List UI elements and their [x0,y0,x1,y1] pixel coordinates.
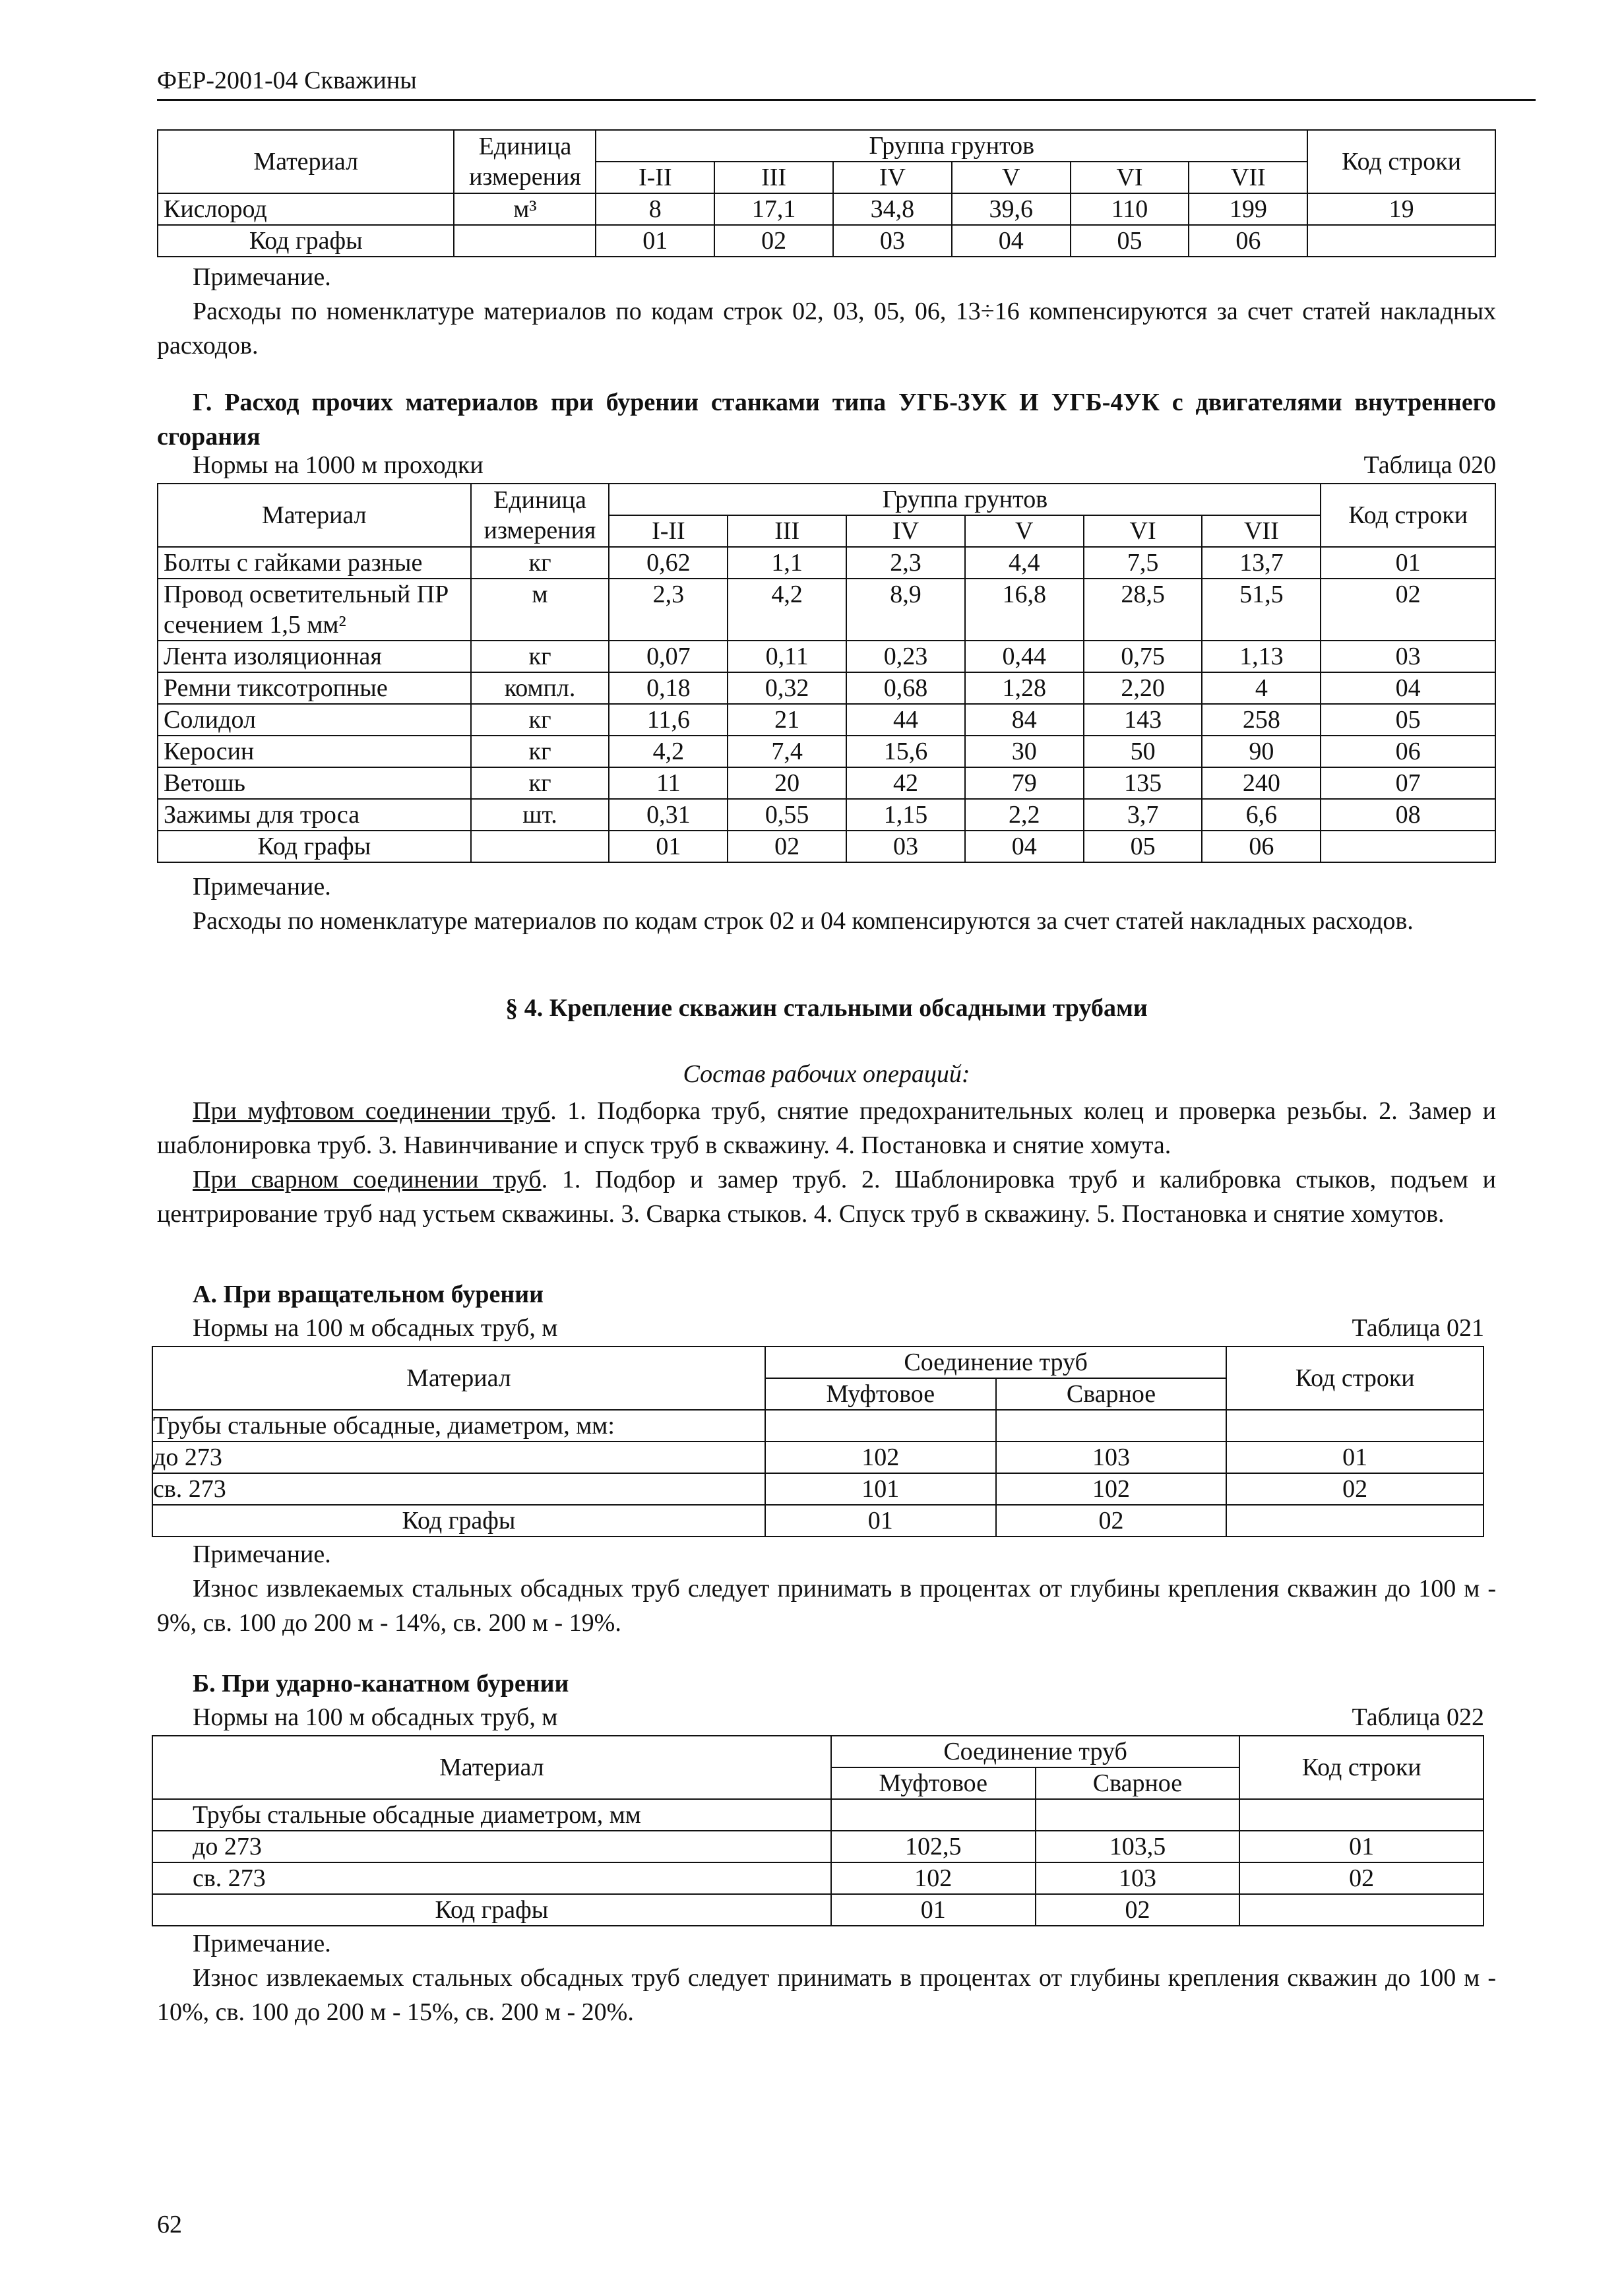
table-row [152,1831,1483,1862]
cell-value: 143 [1084,704,1202,736]
cell-value: 4 [1202,672,1321,704]
norms-caption: Нормы на 100 м обсадных труб, м [193,1703,558,1731]
cell-value: 79 [965,767,1084,799]
cell-value: 17,1 [714,193,833,225]
cell-value: 20 [728,767,846,799]
header-welded: Сварное [996,1378,1227,1410]
header-material: Материал [158,130,454,193]
cell-value: 30 [965,736,1084,767]
cell-material: Ремни тиксотропные [158,672,471,704]
cell-unit: кг [471,641,609,672]
cell-value: 258 [1202,704,1321,736]
cell-value: 28,5 [1084,579,1202,641]
cell-value: 7,5 [1084,547,1202,579]
table-row-column-codes [152,1505,1483,1537]
cell-material: св. 273 [152,1862,831,1894]
operations-title: Состав рабочих операций: [683,1060,970,1088]
section-title: А. При вращательном бурении [193,1281,544,1308]
cell-column-code: 06 [1189,225,1307,257]
table-number: Таблица 020 [1363,451,1496,479]
header-group: VII [1189,162,1307,193]
cell-value: 39,6 [952,193,1071,225]
cell-value: 2,3 [609,579,728,641]
cell-code: 08 [1321,799,1495,831]
cell-value: 1,28 [965,672,1084,704]
cell-value: 110 [1071,193,1189,225]
cell-value: 101 [765,1473,996,1505]
cell-column-code: 01 [765,1505,996,1537]
table-row [152,1862,1483,1894]
cell-material: Болты с гайками разные [158,547,471,579]
table-020 [157,483,1496,863]
cell-column-code: 03 [833,225,952,257]
cell-column-code-label: Код графы [152,1505,765,1537]
header-group: III [728,515,846,547]
table-row [158,641,1495,672]
cell-material: Провод осветительный ПР сечением 1,5 мм² [158,579,471,641]
cell-material: Лента изоляционная [158,641,471,672]
cell-column-code: 03 [846,831,965,862]
cell-value: 1,15 [846,799,965,831]
note-text: Расходы по номенклатуре материалов по кодам строк 02, 03, 05, 06, 13÷16 компенсируются за счет статей накладных расходов. [157,298,1496,360]
header-soil-group: Группа грунтов [596,130,1307,162]
cell-value: 84 [965,704,1084,736]
norms-caption: Нормы на 100 м обсадных труб, м [193,1314,558,1342]
cell-column-code: 05 [1084,831,1202,862]
paragraph-text: . 1. Подбор и замер труб. 2. Шаблонировка труб и калибровка стыков, подъем и центрирование труб над устьем скважины. 3. Сварка стыков. 4. Спуск труб в скважину. 5. Постановка и снятие хомутов. [157,1166,1496,1228]
cell-column-code: 02 [1036,1894,1240,1926]
header-unit: Единица измерения [454,130,596,193]
header-welded: Сварное [1036,1767,1240,1799]
cell-value: 34,8 [833,193,952,225]
header-group: III [714,162,833,193]
header-group: V [965,515,1084,547]
cell-value: 102,5 [831,1831,1036,1862]
cell-unit: кг [471,736,609,767]
cell-value: 240 [1202,767,1321,799]
cell-code: 01 [1321,547,1495,579]
table-row [152,1442,1483,1473]
table-row-column-codes [158,225,1495,257]
cell-column-code-label: Код графы [158,225,454,257]
header-row-code: Код строки [1307,130,1495,193]
cell-column-code: 06 [1202,831,1321,862]
table-row-group [152,1799,1483,1831]
cell-code: 07 [1321,767,1495,799]
cell-value: 0,75 [1084,641,1202,672]
cell-code: 06 [1321,736,1495,767]
note-text: Расходы по номенклатуре материалов по кодам строк 02 и 04 компенсируются за счет статей накладных расходов. [193,907,1414,935]
cell-code: 02 [1226,1473,1483,1505]
cell-material: Керосин [158,736,471,767]
cell-value: 1,13 [1202,641,1321,672]
cell-column-code: 02 [714,225,833,257]
cell-value: 6,6 [1202,799,1321,831]
cell-code: 05 [1321,704,1495,736]
cell-material: Ветошь [158,767,471,799]
header-group: VII [1202,515,1321,547]
paragraph-coupling [157,1094,1496,1162]
cell-unit: м³ [454,193,596,225]
header-material: Материал [158,484,471,547]
cell-value: 102 [831,1862,1036,1894]
header-coupling: Муфтовое [831,1767,1036,1799]
header-material: Материал [152,1736,831,1799]
cell-unit: кг [471,704,609,736]
cell-column-code: 01 [596,225,714,257]
paragraph-welded [157,1162,1496,1231]
cell-value: 1,1 [728,547,846,579]
cell-value: 7,4 [728,736,846,767]
cell-code: 02 [1239,1862,1483,1894]
cell-column-code: 04 [965,831,1084,862]
header-group: IV [846,515,965,547]
cell-value: 15,6 [846,736,965,767]
cell-value: 199 [1189,193,1307,225]
cell-value: 0,32 [728,672,846,704]
cell-material: до 273 [152,1831,831,1862]
table-022 [152,1735,1484,1926]
cell-value: 4,4 [965,547,1084,579]
note-title: Примечание. [193,1540,331,1568]
note-title: Примечание. [193,873,331,901]
note-text: Износ извлекаемых стальных обсадных труб следует принимать в процентах от глубины крепления скважин до 100 м - 9%, св. 100 до 200 м - 14%, св. 200 м - 19%. [157,1575,1496,1637]
table-row-column-codes [152,1894,1483,1926]
cell-value: 2,3 [846,547,965,579]
cell-value: 42 [846,767,965,799]
cell-column-code-label: Код графы [158,831,471,862]
note-title: Примечание. [193,263,331,291]
cell-code: 01 [1239,1831,1483,1862]
cell-value: 51,5 [1202,579,1321,641]
running-header: ФЕР-2001-04 Скважины [157,66,1536,101]
cell-value: 0,11 [728,641,846,672]
cell-value: 44 [846,704,965,736]
cell-code: 03 [1321,641,1495,672]
cell-value: 103 [996,1442,1227,1473]
cell-value: 2,20 [1084,672,1202,704]
header-row-code: Код строки [1226,1347,1483,1410]
cell-value: 0,68 [846,672,965,704]
header-group: VI [1084,515,1202,547]
cell-value: 4,2 [728,579,846,641]
cell-column-code-label: Код графы [152,1894,831,1926]
cell-code: 02 [1321,579,1495,641]
table-number: Таблица 021 [1352,1314,1484,1342]
header-group: I-II [596,162,714,193]
note-title: Примечание. [193,1930,331,1957]
cell-material: Зажимы для троса [158,799,471,831]
table-row [158,736,1495,767]
cell-group-label: Трубы стальные обсадные, диаметром, мм: [152,1410,765,1442]
table-row-column-codes [158,831,1495,862]
header-row-code: Код строки [1239,1736,1483,1799]
cell-value: 103 [1036,1862,1240,1894]
header-group: I-II [609,515,728,547]
header-soil-group: Группа грунтов [609,484,1321,515]
cell-value: 0,18 [609,672,728,704]
cell-value: 0,44 [965,641,1084,672]
cell-value: 102 [765,1442,996,1473]
paragraph-lead: При сварном соединении труб [193,1166,542,1193]
cell-column-code: 05 [1071,225,1189,257]
table-number: Таблица 022 [1352,1703,1484,1731]
cell-material: Кислород [158,193,454,225]
cell-value: 16,8 [965,579,1084,641]
cell-value: 0,07 [609,641,728,672]
cell-value: 103,5 [1036,1831,1240,1862]
cell-value: 0,55 [728,799,846,831]
header-coupling: Муфтовое [765,1378,996,1410]
cell-value: 90 [1202,736,1321,767]
table-row-group [152,1410,1483,1442]
table-row [158,704,1495,736]
cell-unit: компл. [471,672,609,704]
header-row-code: Код строки [1321,484,1495,547]
cell-column-code: 01 [831,1894,1036,1926]
header-connection: Соединение труб [765,1347,1226,1378]
cell-value: 3,7 [1084,799,1202,831]
section-title: Б. При ударно-канатном бурении [193,1670,569,1697]
cell-column-code: 02 [728,831,846,862]
cell-value: 11 [609,767,728,799]
cell-column-code: 01 [609,831,728,862]
table-row [158,193,1495,225]
header-group: V [952,162,1071,193]
cell-code: 01 [1226,1442,1483,1473]
table-row [158,799,1495,831]
cell-unit: кг [471,767,609,799]
table-row [158,672,1495,704]
table-row [152,1473,1483,1505]
cell-value: 0,62 [609,547,728,579]
norms-caption: Нормы на 1000 м проходки [193,451,484,479]
cell-value: 8 [596,193,714,225]
cell-column-code: 02 [996,1505,1227,1537]
section-title: Г. Расход прочих материалов при бурении станками типа УГБ-3УК И УГБ-4УК с двигателями внутреннего сгорания [157,389,1496,451]
cell-column-code: 04 [952,225,1071,257]
paragraph-text: . 1. Подборка труб, снятие предохранительных колец и проверка резьбы. 2. Замер и шаблонировка труб. 3. Навинчивание и спуск труб в скважину. 4. Постановка и снятие хомута. [157,1097,1496,1159]
cell-code: 19 [1307,193,1495,225]
table-row [158,767,1495,799]
cell-material: до 273 [152,1442,765,1473]
paragraph-lead: При муфтовом соединении труб [193,1097,551,1125]
header-unit: Единица измерения [471,484,609,547]
cell-unit: шт. [471,799,609,831]
cell-code: 04 [1321,672,1495,704]
section-heading: § 4. Крепление скважин стальными обсадными трубами [505,994,1148,1022]
cell-value: 11,6 [609,704,728,736]
cell-value: 8,9 [846,579,965,641]
cell-value: 2,2 [965,799,1084,831]
table-row [158,579,1495,641]
cell-material: Солидол [158,704,471,736]
header-material: Материал [152,1347,765,1410]
cell-value: 0,31 [609,799,728,831]
cell-group-label: Трубы стальные обсадные диаметром, мм [152,1799,831,1831]
header-group: IV [833,162,952,193]
table-row [158,547,1495,579]
cell-value: 21 [728,704,846,736]
cell-value: 102 [996,1473,1227,1505]
cell-value: 50 [1084,736,1202,767]
note-text: Износ извлекаемых стальных обсадных труб следует принимать в процентах от глубины крепления скважин до 100 м - 10%, св. 100 до 200 м - 15%, св. 200 м - 20%. [157,1964,1496,2026]
cell-unit: кг [471,547,609,579]
cell-value: 13,7 [1202,547,1321,579]
cell-value: 0,23 [846,641,965,672]
table-oxygen [157,129,1496,257]
header-group: VI [1071,162,1189,193]
cell-value: 135 [1084,767,1202,799]
table-021 [152,1346,1484,1537]
cell-value: 4,2 [609,736,728,767]
cell-unit: м [471,579,609,641]
header-connection: Соединение труб [831,1736,1240,1767]
page-number: 62 [157,2211,182,2238]
cell-material: св. 273 [152,1473,765,1505]
